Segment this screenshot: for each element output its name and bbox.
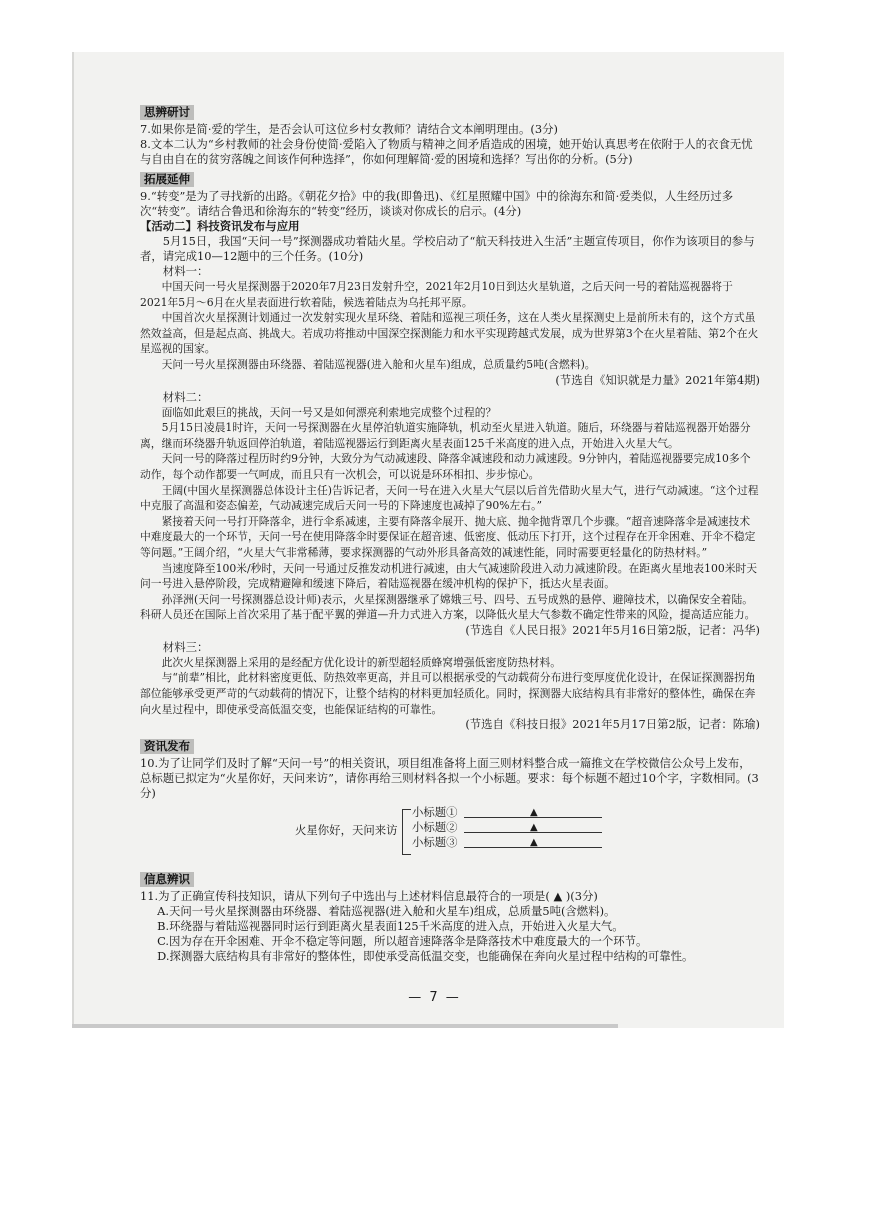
option-b: B.环绕器与着陆巡视器同时运行到距离火星表面125千米高度的进入点，开始进入火星大气。 bbox=[157, 919, 624, 934]
material-2-label: 材料二： bbox=[162, 389, 209, 404]
material-3-label: 材料三： bbox=[162, 639, 209, 654]
subtitle-diagram bbox=[140, 805, 760, 861]
option-a: A.天问一号火星探测器由环绕器、着陆巡视器(进入舱和火星车)组成，总质量5吨(含燃料)。 bbox=[157, 904, 616, 919]
section-think: 思辨研讨 bbox=[140, 105, 194, 120]
material-3-source: (节选自《科技日报》2021年5月17日第2版，记者：陈瑜) bbox=[465, 717, 760, 732]
triangle-blank-icon: ▲ bbox=[530, 807, 538, 819]
question-11: 11.为了正确宣传科技知识，请从下列句子中选出与上述材料信息最符合的一项是( ▲ )(3分) bbox=[140, 889, 598, 904]
material-1 bbox=[140, 279, 760, 373]
material-2-para: 紧接着天问一号打开降落伞，进行伞系减速，主要有降落伞展开、抛大底、抛伞抛背罩几个步骤。“超音速降落伞是减速技术中难度最大的一个环节，天问一号在使用降落伞时要保证在超音速、低密度、低动压下打开，这个过程存在开伞困难、开伞不稳定等问题。”王阔介绍，“火星大气非常稀薄，要求探测器的气动外形具备高效的减速性能，同时需要更轻量化的防热材料。” bbox=[140, 514, 756, 559]
material-2-para: 面临如此艰巨的挑战，天问一号又是如何漂亮利索地完成整个过程的？ bbox=[161, 405, 497, 419]
subtitle-row bbox=[412, 820, 602, 835]
material-3-para: 此次火星探测器上采用的是经配方优化设计的新型超轻质蜂窝增强低密度防热材料。 bbox=[161, 655, 562, 669]
material-2-para: 5月15日凌晨1时许，天问一号探测器在火星停泊轨道实施降轨，机动至火星进入轨道。随后，环绕器与着陆巡视器开始器分离，继而环绕器升轨返回停泊轨道，着陆巡视器运行到距离火星表面125千米高度的进入点，开始进入火星大气。 bbox=[140, 421, 751, 450]
material-1-source: (节选自《知识就是力量》2021年第4期) bbox=[555, 372, 760, 387]
material-1-para: 中国天问一号火星探测器于2020年7月23日发射升空，2021年2月10日到达火星轨道，之后天问一号的着陆巡视器将于2021年5月～6月在火星表面进行软着陆，候选着陆点为乌托邦平原。 bbox=[140, 280, 733, 309]
material-1-label: 材料一： bbox=[162, 264, 209, 278]
question-8: 8.文本二认为“乡村教师的社会身份使简·爱陷入了物质与精神之间矛盾造成的困境，她开始认真思考在依附于人的衣食无忧与自由自在的贫穷落魄之间该作何种选择”，你如何理解简·爱的困境和选择？写出你的分析。(5分) bbox=[140, 137, 753, 166]
material-2-para: 当速度降至100米/秒时，天问一号通过反推发动机进行减速，由大气减速阶段进入动力减速阶段。在距离火星地表100米时天问一号进入悬停阶段，完成精避障和缓速下降后，着陆巡视器在缓冲机构的保护下，抵达火星表面。 bbox=[140, 561, 758, 591]
page-number: — 7 — bbox=[408, 990, 461, 1005]
question-9: 9.“转变”是为了寻找新的出路。《朝花夕拾》中的我(即鲁迅)、《红星照耀中国》中的徐海东和简·爱类似，人生经历过多次“转变”。请结合鲁迅和徐海东的“转变”经历，谈谈对你成长的启示。(4分) bbox=[140, 189, 734, 218]
scan-edge-line bbox=[72, 1024, 618, 1028]
page-content bbox=[140, 100, 760, 964]
material-1-para: 中国首次火星探测计划通过一次发射实现火星环绕、着陆和巡视三项任务，这在人类火星探测史上是前所未有的，这个方式虽然效益高，但是起点高、挑战大。若成功将推动中国深空探测能力和水平实现跨越式发展，成为世界第3个在火星着陆、第2个在火星巡视的国家。 bbox=[140, 311, 759, 356]
main-title: 火星你好，天问来访 bbox=[295, 823, 398, 838]
material-3 bbox=[140, 655, 760, 717]
subtitle-label: 小标题② bbox=[412, 820, 458, 835]
activity-2-heading: 【活动二】科技资讯发布与应用 bbox=[140, 219, 300, 233]
section-news: 资讯发布 bbox=[140, 739, 194, 754]
material-3-para: 与“前辈”相比，此材料密度更低、防热效率更高，并且可以根据承受的气动载荷分布进行变厚度优化设计，在保证探测器拐角部位能够承受更严苛的气动载荷的情况下，让整个结构的材料更加轻质化。同时，探测器大底结构具有非常好的整体性，确保在奔向火星过程中，即使承受高低温交变，也能保证结构的可靠性。 bbox=[140, 671, 756, 716]
material-1-para: 天问一号火星探测器由环绕器、着陆巡视器(进入舱和火星车)组成，总质量约5吨(含燃料)。 bbox=[161, 357, 596, 371]
activity-intro: 5月15日，我国“天问一号”探测器成功着陆火星。学校启动了“航天科技进入生活”主题宣传项目，你作为该项目的参与者，请完成10—12题中的三个任务。(10分) bbox=[140, 234, 755, 263]
option-d: D.探测器大底结构具有非常好的整体性，即使承受高低温交变，也能确保在奔向火星过程中结构的可靠性。 bbox=[157, 949, 694, 964]
subtitle-label: 小标题③ bbox=[412, 835, 458, 850]
material-2 bbox=[140, 405, 760, 623]
material-2-para: 天问一号的降落过程历时约9分钟，大致分为气动减速段、降落伞减速段和动力减速段。9分钟内，着陆巡视器要完成10多个动作，每个动作都要一气呵成，而且只有一次机会，可以说是环环相扣、步步惊心。 bbox=[140, 452, 751, 481]
subtitle-label: 小标题① bbox=[412, 805, 458, 820]
subtitle-row bbox=[412, 835, 602, 850]
section-extend: 拓展延伸 bbox=[140, 172, 194, 187]
brace bbox=[402, 809, 411, 855]
material-2-para: 孙泽洲(天问一号探测器总设计师)表示，火星探测器继承了嫦娥三号、四号、五号成熟的悬停、避障技术，以确保安全着陆。科研人员还在国际上首次采用了基于配平翼的弹道—升力式进入方案，以降低火星大气参数不确定性带来的风险，提高适应能力。 bbox=[140, 592, 756, 622]
option-c: C.因为存在开伞困难、开伞不稳定等问题，所以超音速降落伞是降落技术中难度最大的一个环节。 bbox=[157, 934, 648, 949]
material-2-source: (节选自《人民日报》2021年5月16日第2版，记者：冯华) bbox=[465, 622, 760, 637]
question-10: 10.为了让同学们及时了解“天问一号”的相关资讯，项目组准备将上面三则材料整合成一篇推文在学校微信公众号上发布，总标题已拟定为“火星你好，天问来访”，请你再给三则材料各拟一个小标题。要求：每个标题不超过10个字，字数相同。(3分) bbox=[140, 756, 759, 801]
question-7: 7.如果你是简·爱的学生，是否会认可这位乡村女教师？请结合文本阐明理由。(3分) bbox=[140, 122, 558, 136]
triangle-blank-icon: ▲ bbox=[530, 837, 538, 849]
triangle-blank-icon: ▲ bbox=[530, 822, 538, 834]
material-2-para: 王阔(中国火星探测器总体设计主任)告诉记者，天问一号在进入火星大气层以后首先借助火星大气，进行气动减速。“这个过程中克服了高温和姿态偏差，气动减速完成后天问一号的下降速度也减掉了90%左右。” bbox=[140, 483, 759, 513]
section-info: 信息辨识 bbox=[140, 872, 194, 887]
subtitle-row bbox=[412, 805, 602, 820]
subtitle-list bbox=[412, 805, 602, 850]
